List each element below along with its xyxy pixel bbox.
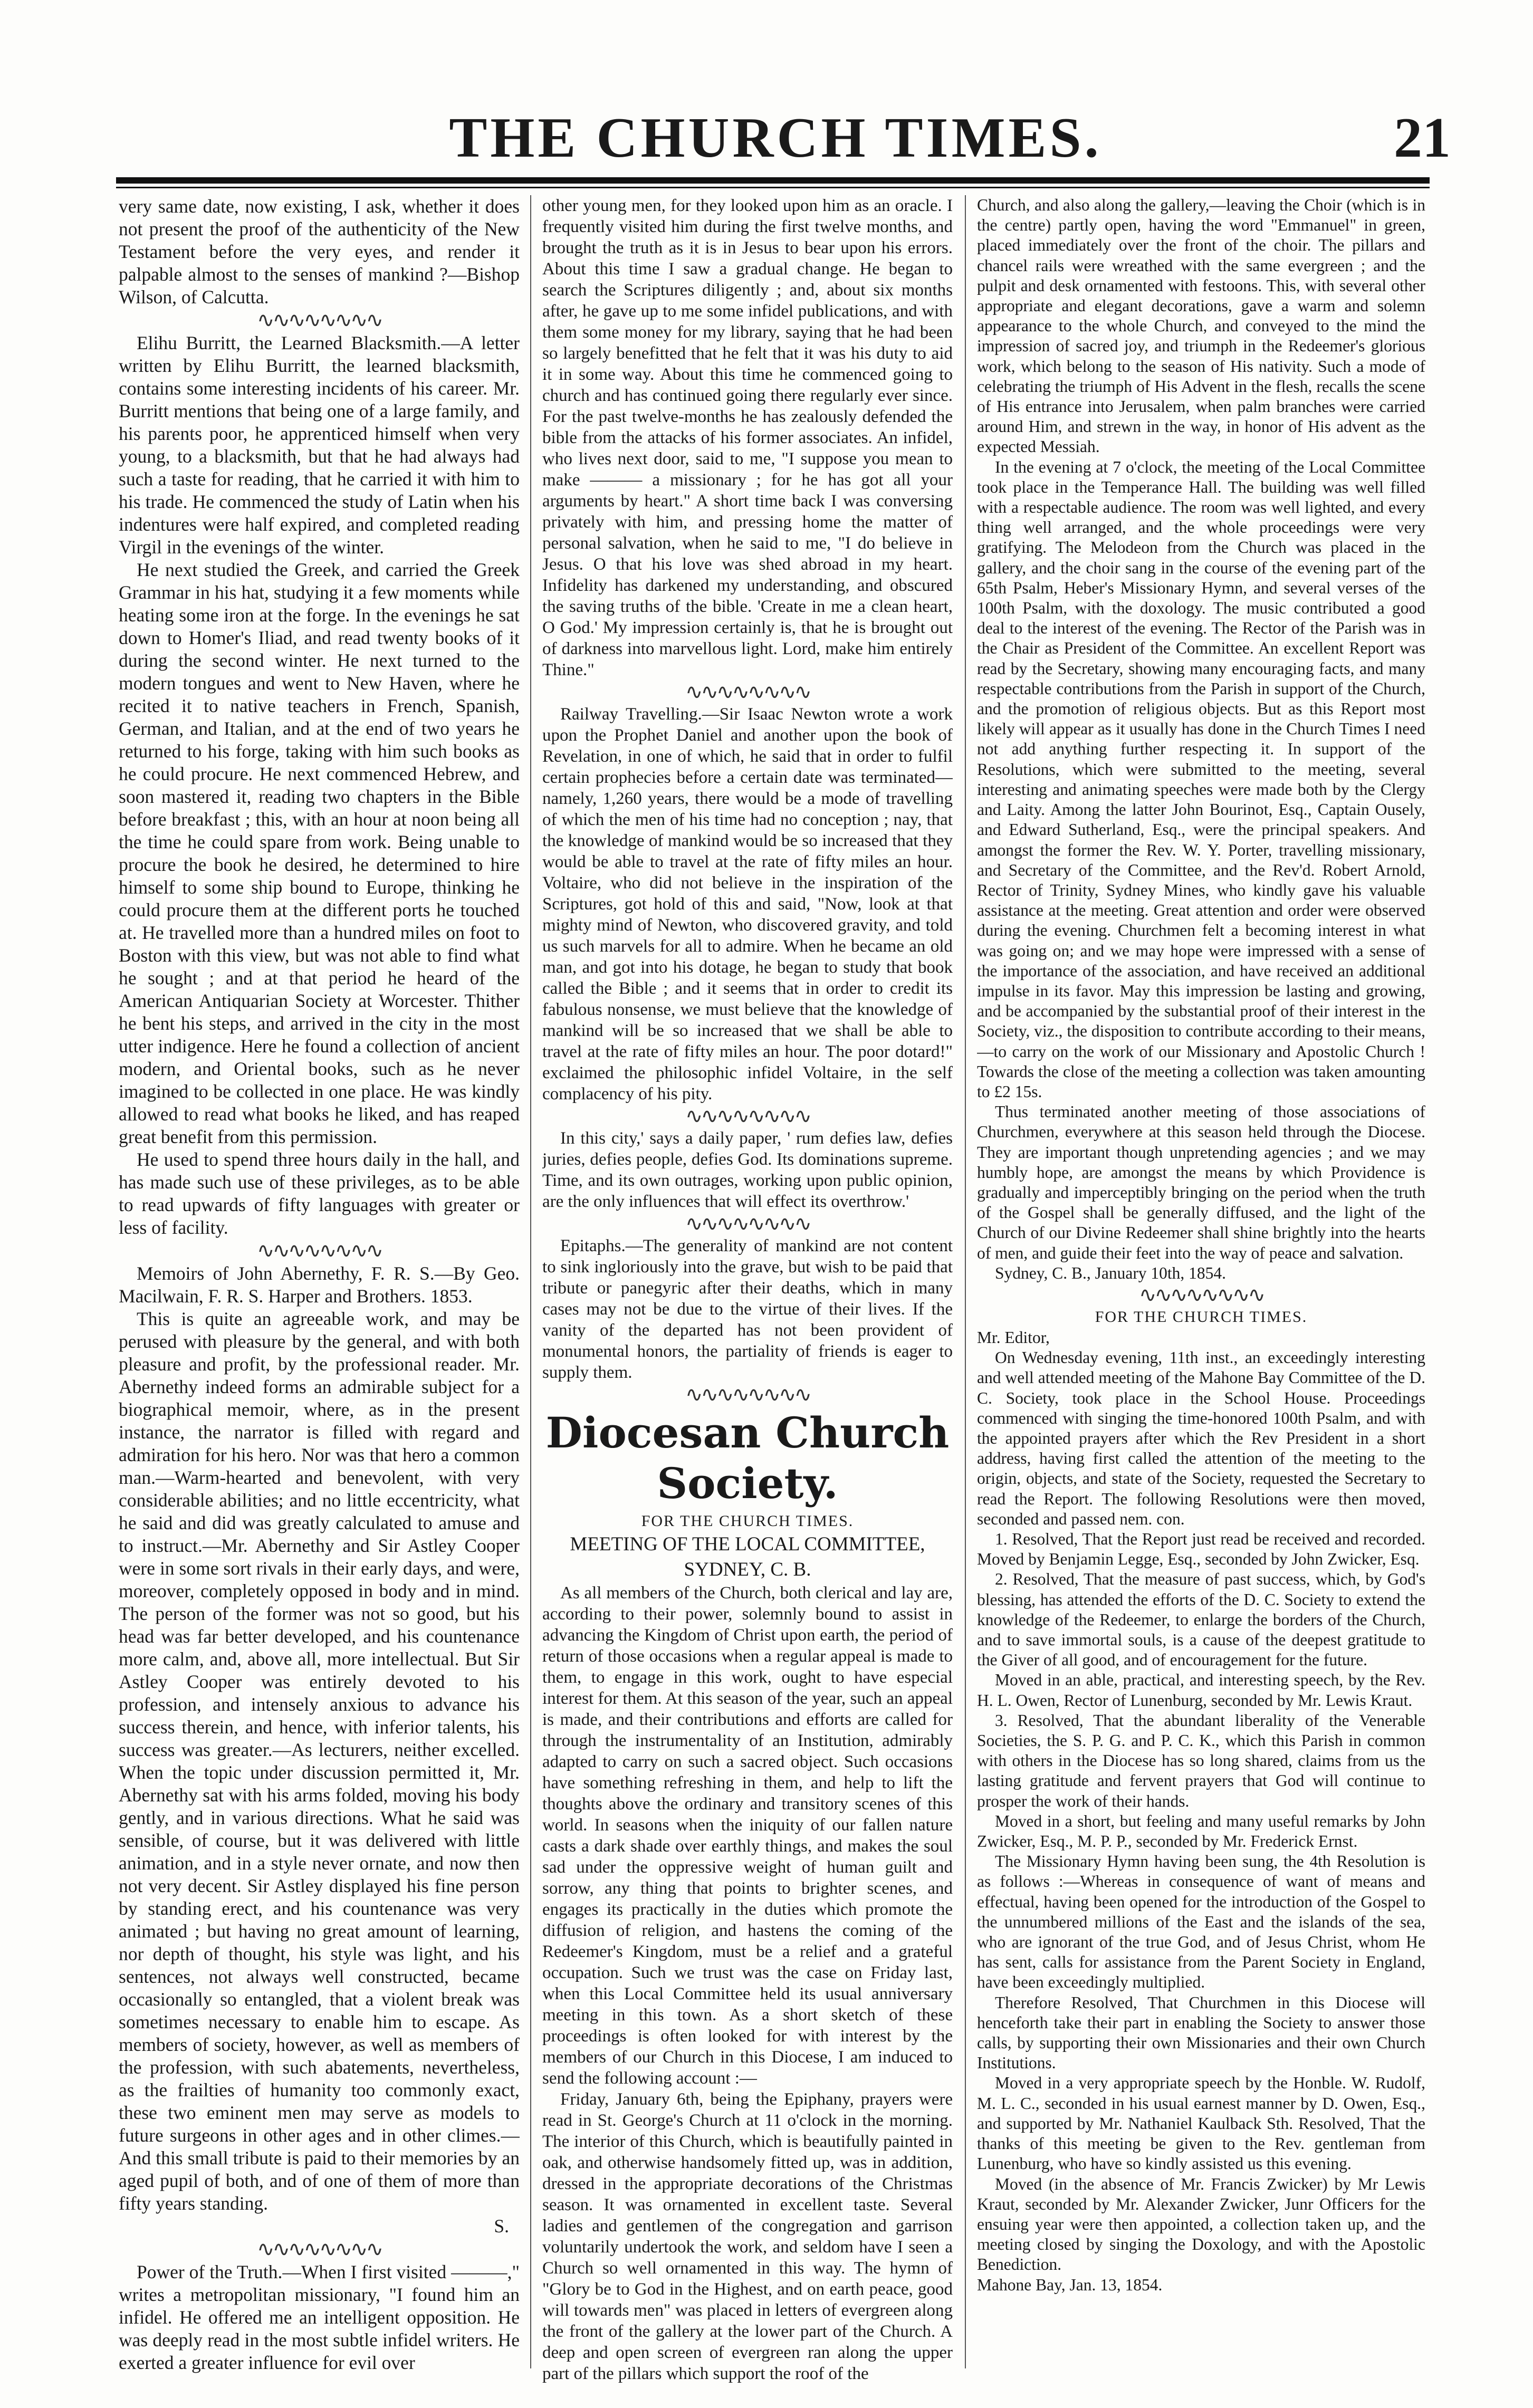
page-number: 21 <box>1394 107 1451 169</box>
ornamental-divider: ∿∿∿∿∿∿∿∿ <box>685 1383 810 1406</box>
paragraph: other young men, for they looked upon him as an oracle. I frequently visited him during the first twelve months, and brought the truth as it is in Jesus to bear upon his errors. About this time I saw a gradual change. He began to search the Scriptures diligently ; and, about six months after, he gave up to me some infidel publications, and with them some money for my library, saying that he had been so largely benefitted that he felt that it was his duty to aid it in some way. About this time he commenced going to church and has continued going there regularly ever since. For the past twelve-months he has zealously defended the bible from the attacks of his former associates. An infidel, who lives next door, said to me, "I suppose you mean to make ——— a missionary ; for he has got all your arguments by heart." A short time back I was conversing privately with him, and pressing home the matter of personal salvation, when he said to me, "I do believe in Jesus. O that his love was shed abroad in my heart. Infidelity has darkened my understanding, and obscured the saving truths of the bible. 'Create in me a clean heart, O God.' My impression certainly is, that he is brought out of darkness into marvellous light. Lord, make him entirely Thine." <box>542 196 953 679</box>
paragraph: In the evening at 7 o'clock, the meeting of the Local Committee took place in the Temperance Hall. The building was well filled with a respectable audience. The room was well lighted, and every thing well arranged, and the whole proceedings were very gratifying. The Melodeon from the Church was placed in the gallery, and the choir sang in the course of the evening part of the 65th Psalm, Heber's Missionary Hymn, and several verses of the 100th Psalm, with the doxology. The music contributed a good deal to the interest of the evening. The Rector of the Parish was in the Chair as President of the Committee. An excellent Report was read by the Secretary, showing many encouraging facts, and many respectable contributions from the Parish in support of the Church, and the promotion of religious objects. But as this Report most likely will appear as it usually has done in the Church Times I need not add anything further respecting it. In support of the Resolutions, which were submitted to the meeting, several interesting and animating speeches were made both by the Clergy and Laity. Among the latter John Bourinot, Esq., Captain Ousely, and Edward Sutherland, Esq., were the principal speakers. And amongst the former the Rev. W. Y. Porter, travelling missionary, and Secretary of the Committee, and the Rev'd. Robert Arnold, Rector of Trinity, Sydney Mines, who kindly gave his valuable assistance at the meeting. Great attention and order were observed during the evening. Churchmen felt a becoming interest in what was going on; and we may hope were impressed with a sense of the importance of the association, and have received an additional impulse in its favor. May this impression be lasting and growing, and be accompanied by the substantial proof of their interest in the Society, viz., the disposition to contribute according to their means,—to carry on the work of our Missionary and Apostolic Church ! Towards the close of the meeting a collection was taken amounting to £2 15s. <box>977 457 1425 1101</box>
ornamental-divider: ∿∿∿∿∿∿∿∿ <box>685 680 810 704</box>
paragraph: Moved (in the absence of Mr. Francis Zwicker) by Mr Lewis Kraut, seconded by Mr. Alexander Zwicker, Junr Officers for the ensuing year were then appointed, a collection taken up, and the meeting closed by singing the Doxology, and with the Apostolic Benediction. <box>977 2174 1425 2274</box>
header-rule <box>116 177 1430 184</box>
ornamental-divider: ∿∿∿∿∿∿∿∿ <box>1138 1282 1264 1307</box>
paragraph: On Wednesday evening, 11th inst., an exceedingly interesting and well attended meeting of the Mahone Bay Committee of the D. C. Society, took place in the School House. Proceedings commenced with singing the time-honored 100th Psalm, and with the appointed prayers after which the Rev President in a short address, having first called the attention of the meeting to the origin, objects, and state of the Society, requested the Secretary to read the Report. The following Resolutions were then moved, seconded and passed nem. con. <box>977 1348 1425 1528</box>
paragraph: Moved in an able, practical, and interesting speech, by the Rev. H. L. Owen, Rector of Lunenburg, seconded by Mr. Lewis Kraut. <box>977 1671 1425 1710</box>
paragraph: 2. Resolved, That the measure of past success, which, by God's blessing, has attended the efforts of the D. C. Society to extend the knowledge of the Redeemer, to enlarge the borders of the Church, and to save immortal souls, is a cause of the deepest gratitude to the Giver of all good, and of encouragement for the future. <box>977 1570 1425 1670</box>
header-rule-thin <box>116 187 1430 188</box>
paragraph: As all members of the Church, both clerical and lay are, according to their power, solemnly bound to assist in advancing the Kingdom of Christ upon earth, the period of return of those occasions when a regular appeal is made to them, to engage in this work, ought to have especial interest for them. At this season of the year, such an appeal is made, and their contributions and efforts are called for through the instrumentality of an Institution, admirably adapted to carry on such a sacred object. Such occasions have something refreshing in them, and help to lift the thoughts above the ordinary and transitory scenes of this world. In seasons when the iniquity of our fallen nature casts a dark shade over earthly things, and makes the soul sad under the oppressive weight of human guilt and sorrow, any thing that points to brighter scenes, and engages its practically in the duties which promote the diffusion of religion, and hastens the coming of the Redeemer's Kingdom, must be a relief and a grateful occupation. Such we trust was the case on Friday last, when this Local Committee held its usual anniversary meeting in this town. As a short sketch of these proceedings is often looked for with interest by the members of our Church in this Diocese, I am induced to send the following account :— <box>542 1584 953 2088</box>
newspaper-title: THE CHURCH TIMES. <box>449 107 1102 169</box>
paragraph: Elihu Burritt, the Learned Blacksmith.—A letter written by Elihu Burritt, the learned blacksmith, contains some interesting incidents of his career. Mr. Burritt mentions that being one of a large family, and his parents poor, he apprenticed himself when very young, to a blacksmith, but that he had always had such a taste for reading, that he carried it with him to his trade. He commenced the study of Latin when his indentures were half expired, and completed reading Virgil in the evenings of the winter. <box>119 332 520 558</box>
paragraph: very same date, now existing, I ask, whether it does not present the proof of the authenticity of the New Testament before the very eyes, and render it palpable almost to the senses of mankind ?—Bishop Wilson, of Calcutta. <box>119 196 520 308</box>
paragraph: In this city,' says a daily paper, ' rum defies law, defies juries, defies people, defies God. Its dominations supreme. Time, and its own outrages, working upon public opinion, are the only influences that will effect its overthrow.' <box>542 1129 953 1211</box>
ornamental-divider: ∿∿∿∿∿∿∿∿ <box>256 1239 382 1262</box>
article-heading: MEETING OF THE LOCAL COMMITTEE, SYDNEY, C. B. <box>570 1533 925 1580</box>
paragraph: Railway Travelling.—Sir Isaac Newton wrote a work upon the Prophet Daniel and another upon the book of Revelation, in one of which, he said that in order to fulfil certain prophecies before a certain date was terminated—namely, 1,260 years, there would be a mode of travelling of which the men of his time had no conception ; nay, that the knowledge of mankind would be so increased that they would be able to travel at the rate of fifty miles an hour. Voltaire, who did not believe in the inspiration of the Scriptures, got hold of this and said, "Now, look at that mighty mind of Newton, who discovered gravity, and told us such marvels for all to admire. When he became an old man, and got into his dotage, he began to study that book called the Bible ; and it seems that in order to credit its fabulous nonsense, we must believe that the knowledge of mankind will be so increased that we shall be able to travel at the rate of fifty miles an hour. The poor dotard!" exclaimed the philosophic infidel Voltaire, in the self complacency of his pity. <box>542 705 953 1104</box>
paragraph: Sydney, C. B., January 10th, 1854. <box>995 1263 1227 1282</box>
paragraph: This is quite an agreeable work, and may be perused with pleasure by the general, and with both pleasure and profit, by the professional reader. Mr. Abernethy indeed forms an admirable subject for a biographical memoir, where, as in the present instance, the narrator is filled with regard and admiration for his hero. Nor was that hero a common man.—Warm-hearted and benevolent, with very considerable abilities; and no little eccentricity, what he said and did was greatly calculated to amuse and to instruct.—Mr. Abernethy and Sir Astley Cooper were in some sort rivals in their early days, and were, moreover, completely opposed in body and in mind. The person of the former was not so good, but his head was far better developed, and his countenance more calm, and, above all, more intellectual. But Sir Astley Cooper was entirely devoted to his profession, and intensely anxious to advance his success therein, and hence, with inferior talents, his success was greater.—As lecturers, neither excelled. When the topic under discussion permitted it, Mr. Abernethy sat with his arms folded, moving his body gently, and in various directions. What he said was sensible, of course, but it was delivered with little animation, and in a style never ornate, and now then not very decent. Sir Astley displayed his fine person by standing erect, and his countenance was very animated ; but having no great amount of learning, nor depth of thought, his style was light, and his sentences, not always well constructed, became occasionally so entangled, that a violent break was sometimes necessary to enable him to escape. As members of society, however, as well as members of the profession, with such abatements, nevertheless, as the frailties of humanity too commonly exact, these two eminent men may serve as models to future surgeons in other ages and in other climes.—And this small tribute is paid to their memories by an aged pupil of both, and of one of them of more than fifty years standing. <box>119 1308 520 2214</box>
paragraph: Mr. Editor, <box>977 1328 1050 1347</box>
column-divider <box>530 195 531 2368</box>
column-divider <box>965 195 966 2368</box>
section-subheading: FOR THE CHURCH TIMES. <box>1095 1308 1308 1326</box>
paragraph: Mahone Bay, Jan. 13, 1854. <box>977 2275 1163 2294</box>
section-subheading: FOR THE CHURCH TIMES. <box>641 1512 854 1530</box>
paragraph: Epitaphs.—The generality of mankind are not content to sink ingloriously into the grave, but wish to be paid that tribute or panegyric after their deaths, which in many cases may not be due to the virtue of their lives. If the vanity of the departed has not been provident of monumental honors, the partiality of friends is eager to supply them. <box>542 1236 953 1382</box>
paragraph: Power of the Truth.—When I first visited ———," writes a metropolitan missionary, "I found him an infidel. He offered me an intelligent opposition. He was deeply read in the most subtle infidel writers. He exerted a greater influence for evil over <box>119 2261 520 2373</box>
paragraph: 3. Resolved, That the abundant liberality of the Venerable Societies, the S. P. G. and P. C. K., which this Parish in common with others in the Diocese has so long shared, claims from us the lasting gratitude and fervent prayers that God will continue to prosper the work of their hands. <box>977 1711 1425 1810</box>
column-1 <box>119 195 520 2384</box>
paragraph: Memoirs of John Abernethy, F. R. S.—By Geo. Macilwain, F. R. S. Harper and Brothers. 1853. <box>119 1263 520 1307</box>
paragraph: Thus terminated another meeting of those associations of Churchmen, everywhere at this season held through the Diocese. They are important though unpretending agencies ; and we may humbly hope, are amongst the means by which Providence is gradually and imperceptibly bringing on the period when the truth of the Gospel shall be generally diffused, and the light of the Church of our Divine Redeemer shall shine brightly into the hearts of men, and guide their feet into the way of peace and salvation. <box>977 1102 1425 1262</box>
paragraph: 1. Resolved, That the Report just read be received and recorded. Moved by Benjamin Legge, Esq., seconded by John Zwicker, Esq. <box>977 1530 1425 1569</box>
paragraph: He next studied the Greek, and carried the Greek Grammar in his hat, studying it a few moments while heating some iron at the forge. In the evenings he sat down to Homer's Iliad, and read twenty books of it during the second winter. He next turned to the modern tongues and went to New Haven, where he recited it to native teachers in French, Spanish, German, and Italian, and at the end of two years he returned to his forge, taking with him such books as he could procure. He next commenced Hebrew, and soon mastered it, reading two chapters in the Bible before breakfast ; this, with an hour at noon being all the time he could spare from work. Being unable to procure the book he desired, he determined to hire himself to some ship bound to Europe, thinking he could procure them at the different ports he touched at. He travelled more than a hundred miles on foot to Boston with this view, but was not able to find what he sought ; and at that period he heard of the American Antiquarian Society at Worcester. Thither he bent his steps, and arrived in the city in the most utter indigence. Here he found a collection of ancient modern, and Oriental books, such as he never imagined to be collected in one place. He was kindly allowed to read what books he liked, and has reaped great benefit from this permission. <box>119 559 520 1147</box>
ornamental-divider: ∿∿∿∿∿∿∿∿ <box>685 1104 810 1128</box>
signature: S. <box>494 2215 509 2237</box>
ornamental-divider: ∿∿∿∿∿∿∿∿ <box>256 2237 382 2261</box>
paragraph: Church, and also along the gallery,—leaving the Choir (which is in the centre) partly open, having the word "Emmanuel" in green, placed immediately over the front of the choir. The pillars and chancel rails were wreathed with the same evergreen ; and the pulpit and desk ornamented with festoons. This, with several other appropriate and elegant decorations, gave a warm and solemn appearance to the whole Church, and conveyed to the mind the impression of sacred joy, and triumph in the Redeemer's glorious work, which belong to the season of His nativity. Such a mode of celebrating the triumph of His Advent in the flesh, recalls the scene of His entrance into Jerusalem, when palm branches were carried around Him, and strewn in the way, in honor of His advent as the expected Messiah. <box>977 196 1425 456</box>
paragraph: Therefore Resolved, That Churchmen in this Diocese will henceforth take their part in enabling the Society to answer those calls, by supporting their own Missionaries and their own Church Institutions. <box>977 1993 1425 2073</box>
paragraph: He used to spend three hours daily in the hall, and has made such use of these privileges, as to be able to read upwards of fifty languages with greater or less of facility. <box>119 1149 520 1238</box>
section-heading: Diocesan Church Society. <box>545 1408 950 1508</box>
paragraph: Friday, January 6th, being the Epiphany, prayers were read in St. George's Church at 11 o'clock in the morning. The interior of this Church, which is beautifully painted in oak, and otherwise handsomely fitted up, was in addition, dressed in the appropriate decorations of the Christmas season. It was ornamented in excellent taste. Several ladies and gentlemen of the congregation and garrison voluntarily undertook the work, and seldom have I seen a Church so well ornamented in this way. The hymn of "Glory be to God in the Highest, and on earth peace, good will towards men" was placed in letters of evergreen along the front of the gallery at the lower part of the Church. A deep and open screen of evergreen ran along the upper part of the pillars which support the roof of the <box>542 2090 953 2383</box>
ornamental-divider: ∿∿∿∿∿∿∿∿ <box>256 308 382 332</box>
masthead <box>100 105 1451 169</box>
column-3 <box>977 195 1425 2384</box>
column-2 <box>542 195 953 2384</box>
paragraph: Moved in a short, but feeling and many useful remarks by John Zwicker, Esq., M. P. P., seconded by Mr. Frederick Ernst. <box>977 1811 1425 1851</box>
ornamental-divider: ∿∿∿∿∿∿∿∿ <box>685 1212 810 1235</box>
paragraph: Moved in a very appropriate speech by the Honble. W. Rudolf, M. L. C., seconded in his usual earnest manner by D. Owen, Esq., and supported by Mr. Nathaniel Kaulback Sth. Resolved, That the thanks of this meeting be given to the Rev. gentleman from Lunenburg, who have so kindly assisted us this evening. <box>977 2074 1425 2173</box>
paragraph: The Missionary Hymn having been sung, the 4th Resolution is as follows :—Whereas in consequence of want of means and effectual, having been opened for the introduction of the Gospel to the unnumbered millions of the East and the islands of the sea, who are ignorant of the true God, and of Jesus Christ, whom He has sent, calls for assistance from the Parent Society in England, have been exceedingly multiplied. <box>977 1852 1425 1992</box>
